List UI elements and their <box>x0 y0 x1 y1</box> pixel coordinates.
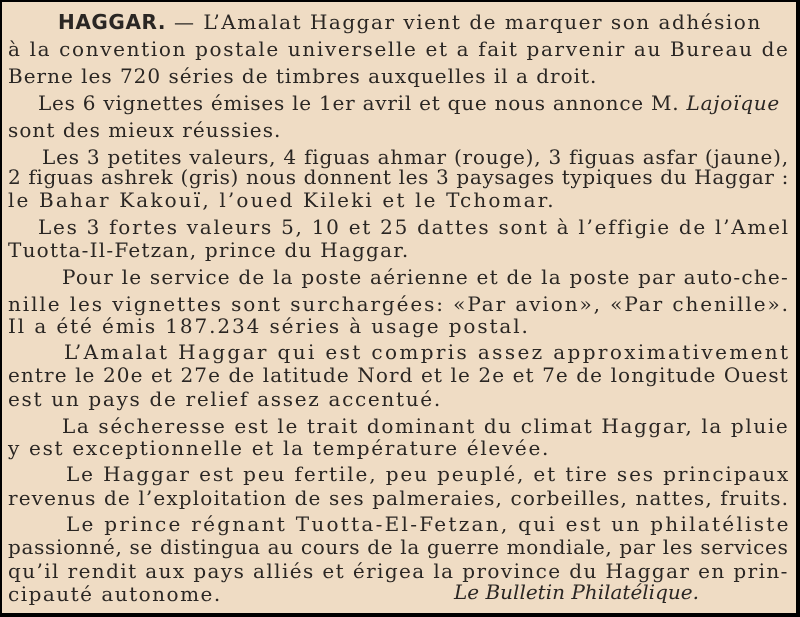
text-line: revenus de l’exploitation de ses palmeraies, corbeilles, nattes, fruits. <box>8 486 790 510</box>
text-line: Le prince régnant Tuotta-El-Fetzan, qui est un philatéliste <box>66 512 791 536</box>
text-line: Les 3 fortes valeurs 5, 10 et 25 dattes sont à l’effigie de l’Amel <box>38 215 790 239</box>
text-line: Tuotta-Il-Fetzan, prince du Haggar. <box>8 238 410 262</box>
text-line: à la convention postale universelle et a fait parvenir au Bureau de <box>8 37 790 61</box>
text-line: le Bahar Kakouï, l’oued Kileki et le Tchomar. <box>8 188 556 212</box>
article-title: HAGGAR. <box>58 10 167 34</box>
text-line: Le Haggar est peu fertile, peu peuplé, et tire ses principaux <box>66 462 791 486</box>
text-line <box>58 10 762 34</box>
line-text: — L’Amalat Haggar vient de marquer son adhésion <box>166 10 762 34</box>
text-line: y est exceptionnelle et la température élevée. <box>8 436 551 460</box>
text-line: La sécheresse est le trait dominant du climat Haggar, la pluie <box>62 414 790 438</box>
italic-name: Lajoïque <box>686 91 781 115</box>
text-line: Pour le service de la poste aérienne et de la poste par auto-che- <box>62 265 789 289</box>
newspaper-clipping <box>2 2 796 613</box>
text-line: nille les vignettes sont surchargées: «Par avion», «Par chenille». <box>8 292 790 316</box>
text-line: Il a été émis 187.234 séries à usage postal. <box>8 314 530 338</box>
line-text: Les 6 vignettes émises le 1er avril et que nous annonce M. <box>38 91 687 115</box>
text-line: Berne les 720 séries de timbres auxquelles il a droit. <box>8 64 598 88</box>
text-line: entre le 20e et 27e de latitude Nord et le 2e et 7e de longitude Ouest <box>8 363 789 387</box>
text-line: sont des mieux réussies. <box>8 118 282 142</box>
text-line: qu’il rendit aux pays alliés et érigea la province du Haggar en prin- <box>8 559 789 583</box>
text-line: est un pays de relief assez accentué. <box>8 387 442 411</box>
text-line: 2 figuas ashrek (gris) nous donnent les 3 paysages typiques du Haggar : <box>8 165 790 189</box>
text-line <box>38 91 780 115</box>
signature: Le Bulletin Philatélique. <box>454 580 699 604</box>
text-line: passionné, se distingua au cours de la guerre mondiale, par les services <box>8 535 789 559</box>
text-line: cipauté autonome. <box>8 582 222 606</box>
text-line: Les 3 petites valeurs, 4 figuas ahmar (rouge), 3 figuas asfar (jaune), <box>42 145 789 169</box>
text-line: L’Amalat Haggar qui est compris assez approximativement <box>64 340 791 364</box>
